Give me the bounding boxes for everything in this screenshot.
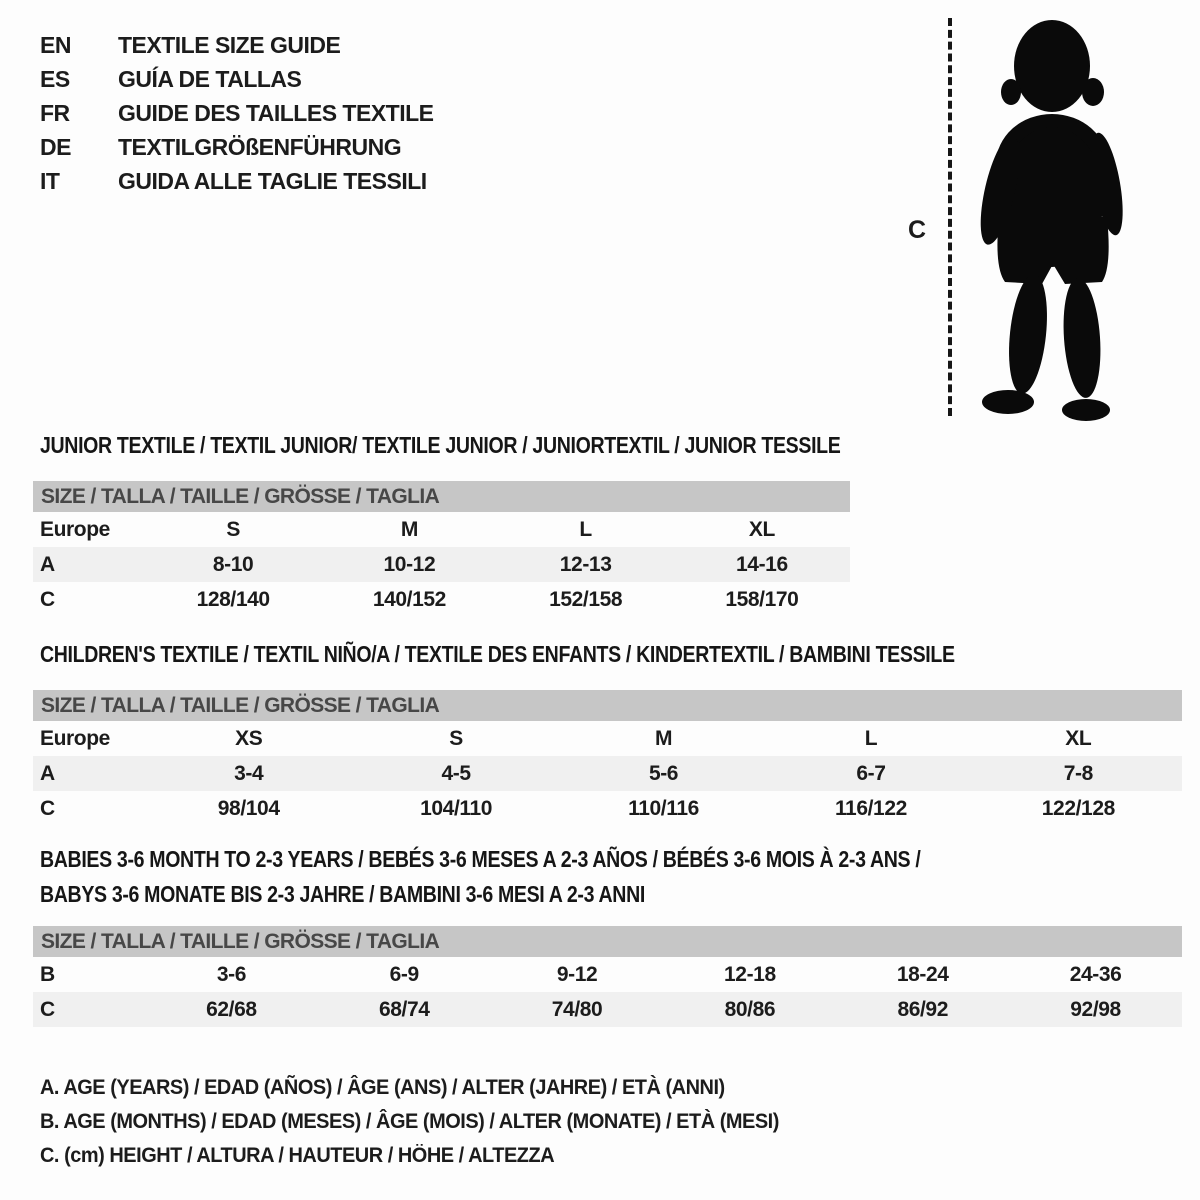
language-title-list — [40, 28, 434, 198]
row-label: C — [40, 587, 55, 611]
cell-value: 98/104 — [217, 796, 280, 820]
cell-value: XL — [748, 517, 775, 541]
babies-section-title-line2: BABYS 3-6 MONATE BIS 2-3 JAHRE / BAMBINI 3-6 MESI A 2-3 ANNI — [40, 881, 645, 907]
cell-value: 140/152 — [372, 587, 446, 611]
table-row — [33, 957, 1182, 992]
babies-size-table — [33, 957, 1182, 1027]
row-label: B — [40, 962, 55, 986]
cell-value: 6-9 — [389, 962, 419, 986]
cell-value: 116/122 — [834, 796, 907, 820]
junior-section-title: JUNIOR TEXTILE / TEXTIL JUNIOR/ TEXTILE JUNIOR / JUNIORTEXTIL / JUNIOR TESSILE — [40, 432, 841, 458]
cell-value: XL — [1065, 726, 1092, 750]
language-row-fr — [40, 96, 434, 130]
table-row — [33, 547, 850, 582]
language-code: FR — [40, 99, 70, 126]
cell-value: 74/80 — [551, 997, 603, 1021]
cell-value: 128/140 — [196, 587, 270, 611]
cell-value: S — [449, 726, 463, 750]
cell-value: M — [400, 517, 418, 541]
legend-line-c: C. (cm) HEIGHT / ALTURA / HAUTEUR / HÖHE / ALTEZZA — [40, 1144, 555, 1167]
language-code: DE — [40, 133, 71, 160]
cell-value: M — [654, 726, 673, 750]
cell-value: 18-24 — [896, 962, 949, 986]
language-title: TEXTILGRÖßENFÜHRUNG — [118, 133, 402, 160]
row-label: Europe — [40, 517, 110, 541]
row-label: A — [40, 552, 55, 576]
cell-value: S — [226, 517, 240, 541]
language-code: EN — [40, 31, 71, 58]
language-row-en — [40, 28, 434, 62]
cell-value: 68/74 — [378, 997, 430, 1021]
babies-section-title-line1: BABIES 3-6 MONTH TO 2-3 YEARS / BEBÉS 3-6 MESES A 2-3 AÑOS / BÉBÉS 3-6 MOIS À 2-3 ANS / — [40, 846, 921, 872]
cell-value: 4-5 — [441, 761, 471, 785]
language-title: TEXTILE SIZE GUIDE — [118, 31, 341, 58]
row-label: Europe — [40, 726, 110, 750]
language-row-it — [40, 164, 434, 198]
cell-value: 158/170 — [725, 587, 799, 611]
cell-value: 24-36 — [1069, 962, 1122, 986]
cell-value: 5-6 — [648, 761, 679, 785]
baby-silhouette — [962, 12, 1148, 424]
cell-value: 12-18 — [724, 962, 776, 986]
cell-value: 86/92 — [897, 997, 948, 1021]
language-title: GUIDA ALLE TAGLIE TESSILI — [118, 167, 427, 194]
cell-value: 3-4 — [234, 761, 264, 785]
legend-line-a: A. AGE (YEARS) / EDAD (AÑOS) / ÂGE (ANS) / ALTER (JAHRE) / ETÀ (ANNI) — [40, 1076, 725, 1099]
cell-value: 10-12 — [383, 552, 436, 576]
junior-size-header: SIZE / TALLA / TAILLE / GRÖSSE / TAGLIA — [33, 481, 850, 512]
table-row — [33, 756, 1182, 791]
row-label: A — [40, 761, 55, 785]
cell-value: L — [579, 517, 592, 541]
language-code: IT — [40, 167, 60, 194]
children-size-header: SIZE / TALLA / TAILLE / GRÖSSE / TAGLIA — [33, 690, 1182, 721]
row-label: C — [40, 997, 55, 1021]
language-row-de — [40, 130, 434, 164]
babies-size-header: SIZE / TALLA / TAILLE / GRÖSSE / TAGLIA — [33, 926, 1182, 957]
cell-value: 14-16 — [736, 552, 788, 576]
language-title: GUÍA DE TALLAS — [118, 65, 302, 92]
table-row — [33, 512, 850, 547]
cell-value: 12-13 — [559, 552, 612, 576]
cell-value: 62/68 — [206, 997, 257, 1021]
cell-value: XS — [235, 726, 263, 750]
row-label: C — [40, 796, 55, 820]
cell-value: 9-12 — [556, 962, 598, 986]
table-row — [33, 582, 850, 617]
table-row — [33, 791, 1182, 826]
cell-value: 6-7 — [856, 761, 886, 785]
height-measure-dashed-line — [948, 18, 952, 416]
junior-size-table — [33, 512, 850, 617]
table-row — [33, 992, 1182, 1027]
cell-value: 104/110 — [420, 796, 493, 820]
cell-value: 122/128 — [1041, 796, 1115, 820]
table-row — [33, 721, 1182, 756]
cell-value: 152/158 — [549, 587, 623, 611]
legend — [40, 1071, 818, 1173]
cell-value: 80/86 — [724, 997, 776, 1021]
legend-line-b: B. AGE (MONTHS) / EDAD (MESES) / ÂGE (MOIS) / ALTER (MONATE) / ETÀ (MESI) — [40, 1110, 779, 1133]
cell-value: 3-6 — [216, 962, 246, 986]
cell-value: 8-10 — [212, 552, 254, 576]
cell-value: L — [864, 726, 878, 750]
children-section-title: CHILDREN'S TEXTILE / TEXTIL NIÑO/A / TEXTILE DES ENFANTS / KINDERTEXTIL / BAMBINI TESSILE — [40, 641, 955, 667]
language-row-es — [40, 62, 434, 96]
cell-value: 110/116 — [628, 796, 699, 820]
children-size-table — [33, 721, 1182, 826]
height-measure-c-label: C — [908, 216, 927, 244]
language-code: ES — [40, 65, 70, 92]
language-title: GUIDE DES TAILLES TEXTILE — [118, 99, 434, 126]
cell-value: 7-8 — [1063, 761, 1093, 785]
cell-value: 92/98 — [1070, 997, 1121, 1021]
